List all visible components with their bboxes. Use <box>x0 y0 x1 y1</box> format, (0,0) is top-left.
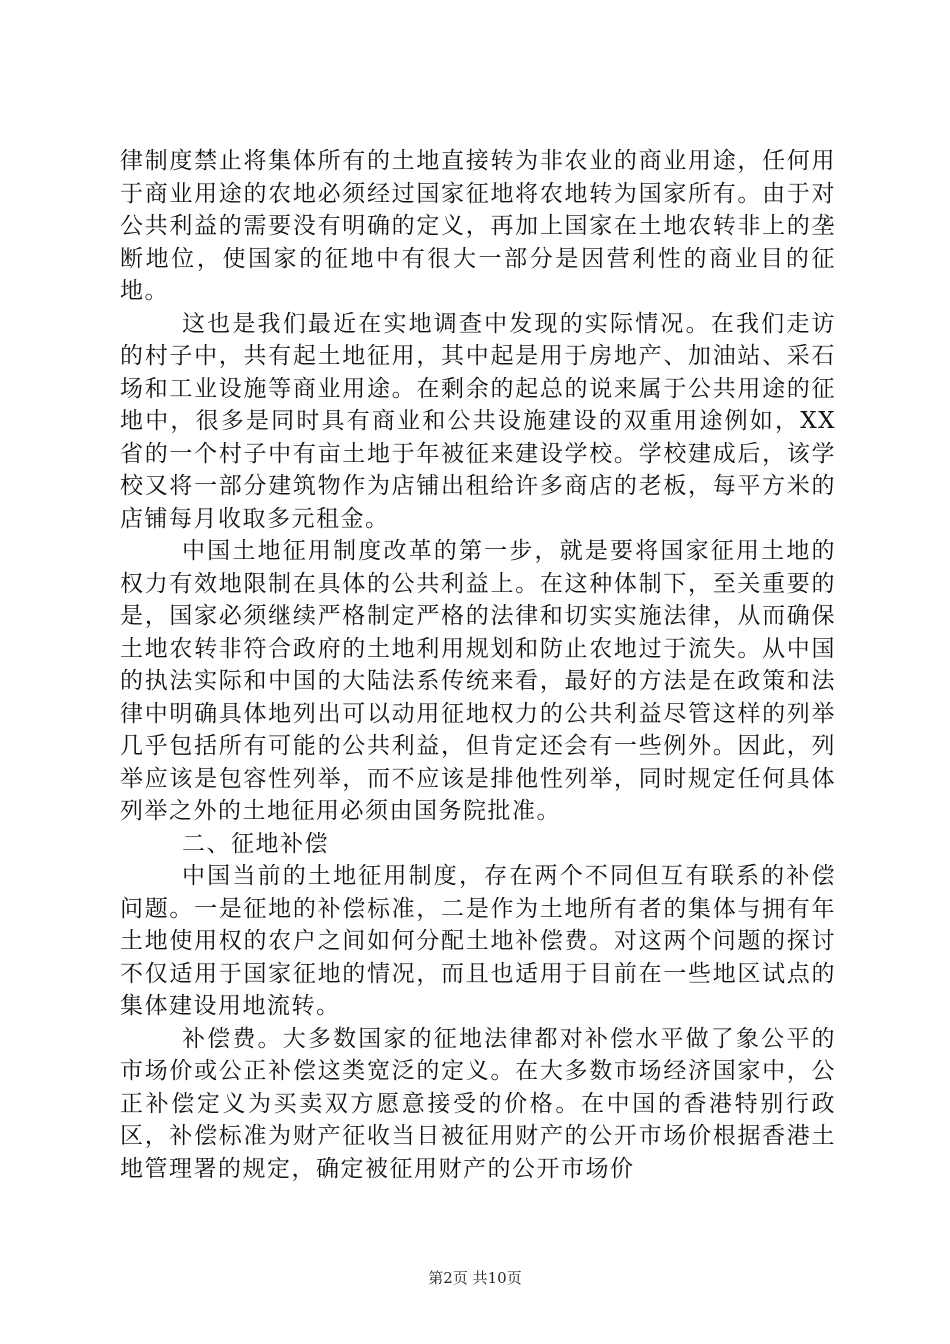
paragraph-compensation-issues: 中国当前的土地征用制度，存在两个不同但互有联系的补偿问题。一是征地的补偿标准，二是作为土地所有者的集体与拥有年土地使用权的农户之间如何分配土地补偿费。对这两个问题的探讨不仅适用于国家征地的情况，而且也适用于目前在一些地区试点的集体建设用地流转。 <box>120 863 836 1019</box>
page-number-footer: 第2页 共10页 <box>428 1269 522 1287</box>
paragraph-compensation-fee: 补偿费。大多数国家的征地法律都对补偿水平做了象公平的市场价或公正补偿这类宽泛的定义。在大多数市场经济国家中，公正补偿定义为买卖双方愿意接受的价格。在中国的香港特别行政区，补偿标准为财产征收当日被征用财产的公开市场价根据香港土地管理署的规定，确定被征用财产的公开市场价 <box>120 1025 836 1182</box>
paragraph-field-survey: 这也是我们最近在实地调查中发现的实际情况。在我们走访的村子中，共有起土地征用，其中起是用于房地产、加油站、采石场和工业设施等商业用途。在剩余的起总的说来属于公共用途的征地中，很多是同时具有商业和公共设施建设的双重用途例如，XX省的一个村子中有亩土地于年被征来建设学校。学校建成后，该学校又将一部分建筑物作为店铺出租给许多商店的老板，每平方米的店铺每月收取多元租金。 <box>120 310 836 532</box>
section-heading: 二、征地补偿 <box>182 830 329 857</box>
document-body <box>120 145 836 1185</box>
paragraph-reform-step: 中国土地征用制度改革的第一步，就是要将国家征用土地的权力有效地限制在具体的公共利益上。在这种体制下，至关重要的是，国家必须继续严格制定严格的法律和切实实施法律，从而确保土地农转非符合政府的土地利用规划和防止农地过于流失。从中国的执法实际和中国的大陆法系传统来看，最好的方法是在政策和法律中明确具体地列出可以动用征地权力的公共利益尽管这样的列举几乎包括所有可能的公共利益，但肯定还会有一些例外。因此，列举应该是包容性列举，而不应该是排他性列举，同时规定任何具体列举之外的土地征用必须由国务院批准。 <box>120 538 836 824</box>
paragraph-continuation: 律制度禁止将集体所有的土地直接转为非农业的商业用途，任何用于商业用途的农地必须经过国家征地将农地转为国家所有。由于对公共利益的需要没有明确的定义，再加上国家在土地农转非上的垄断地位，使国家的征地中有很大一部分是因营利性的商业目的征地。 <box>120 148 836 304</box>
